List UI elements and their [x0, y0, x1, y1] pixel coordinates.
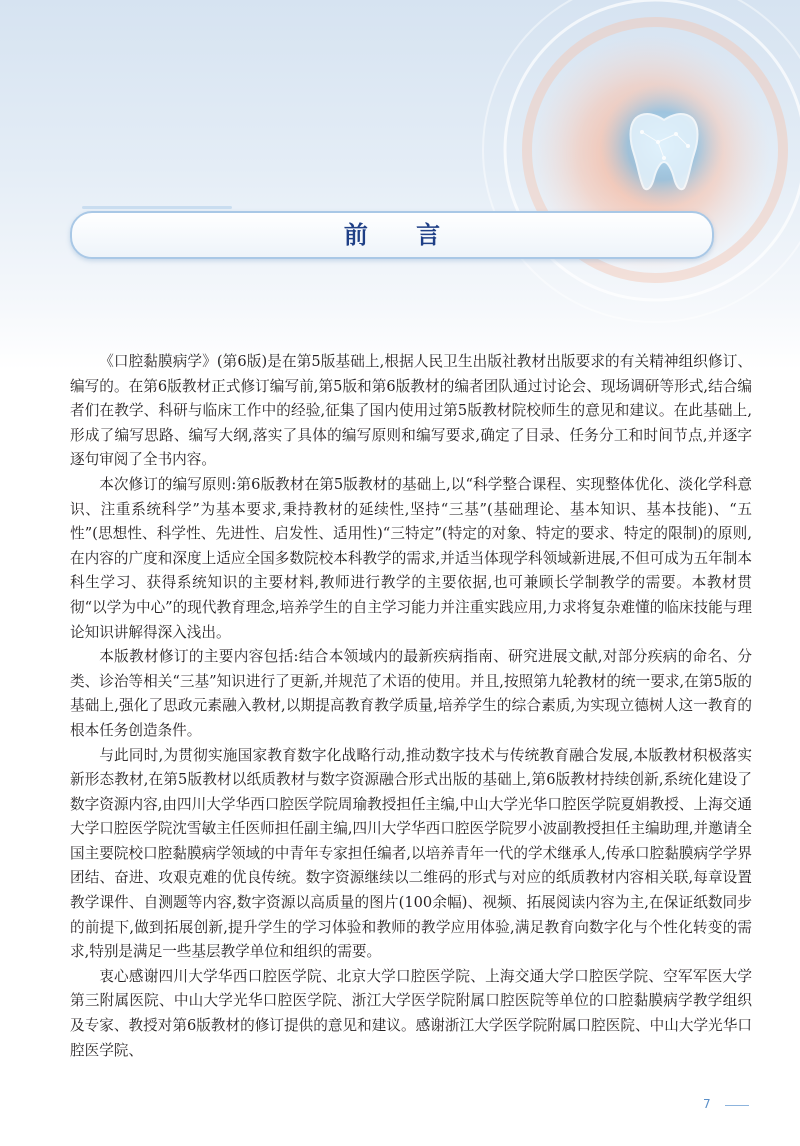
- paragraph: 与此同时,为贯彻实施国家教育数字化战略行动,推动数字技术与传统教育融合发展,本版教材积极落实新形态教材,在第5版教材以纸质教材与数字资源融合形式出版的基础上,第6版教材持续创新,系统化建设了数字资源内容,由四川大学华西口腔医学院周瑜教授担任主编,中山大学光华口腔医学院夏娟教授、上海交通大学口腔医学院沈雪敏主任医师担任副主编,四川大学华西口腔医学院罗小波副教授担任主编助理,并邀请全国主要院校口腔黏膜病学领域的中青年专家担任编者,以培养青年一代的学术继承人,传承口腔黏膜病学学界团结、奋进、攻艰克难的优良传统。数字资源继续以二维码的形式与对应的纸质教材内容相关联,每章设置教学课件、自测题等内容,数字资源以高质量的图片(100余幅)、视频、拓展阅读内容为主,在保证纸数同步的前提下,做到拓展创新,提升学生的学习体验和教师的教学应用体验,满足教育向数字化与个性化转变的需求,特别是满足一些基层教学单位和组织的需要。: [70, 746, 752, 961]
- page-title: 前 言: [343, 221, 461, 249]
- paragraph: 本次修订的编写原则:第6版教材在第5版教材的基础上,以“科学整合课程、实现整体优化、淡化学科意识、注重系统科学”为基本要求,秉持教材的延续性,坚持“三基”(基础理论、基本知识、基本技能)、“五性”(思想性、科学性、先进性、启发性、适用性)“三特定”(特定的对象、特定的要求、特定的限制)的原则,在内容的广度和深度上适应全国多数院校本科教学的需求,并适当体现学科领域新进展,不但可成为五年制本科生学习、获得系统知识的主要材料,教师进行教学的主要依据,也可兼顾长学制教学的需要。本教材贯彻“以学为中心”的现代教育理念,培养学生的自主学习能力并注重实践应用,力求将复杂难懂的临床技能与理论知识讲解得深入浅出。: [70, 475, 752, 641]
- title-banner: [70, 211, 714, 259]
- tooth-icon: [0, 0, 800, 370]
- paragraph: 本版教材修订的主要内容包括:结合本领域内的最新疾病指南、研究进展文献,对部分疾病的命名、分类、诊治等相关“三基”知识进行了更新,并规范了术语的使用。并且,按照第九轮教材的统一要求,在第5版的基础上,强化了思政元素融入教材,以期提高教育教学质量,培养学生的综合素质,为实现立德树人这一教育的根本任务创造条件。: [70, 648, 752, 739]
- page-number: 7: [703, 1097, 711, 1111]
- paragraph: 《口腔黏膜病学》(第6版)是在第5版基础上,根据人民卫生出版社教材出版要求的有关精神组织修订、编写的。在第6版教材正式修订编写前,第5版和第6版教材的编者团队通过讨论会、现场调研等形式,结合编者们在教学、科研与临床工作中的经验,征集了国内使用过第5版教材院校师生的意见和建议。在此基础上,形成了编写思路、编写大纲,落实了具体的编写原则和编写要求,确定了目录、任务分工和时间节点,并逐字逐句审阅了全书内容。: [70, 353, 752, 469]
- paragraph: 衷心感谢四川大学华西口腔医学院、北京大学口腔医学院、上海交通大学口腔医学院、空军军医大学第三附属医院、中山大学光华口腔医学院、浙江大学医学院附属口腔医院等单位的口腔黏膜病学教学组织及专家、教授对第6版教材的修订提供的意见和建议。感谢浙江大学医学院附属口腔医院、中山大学光华口腔医学院、: [70, 967, 752, 1059]
- preface-body: [70, 350, 752, 1063]
- page-number-rule: [725, 1105, 749, 1106]
